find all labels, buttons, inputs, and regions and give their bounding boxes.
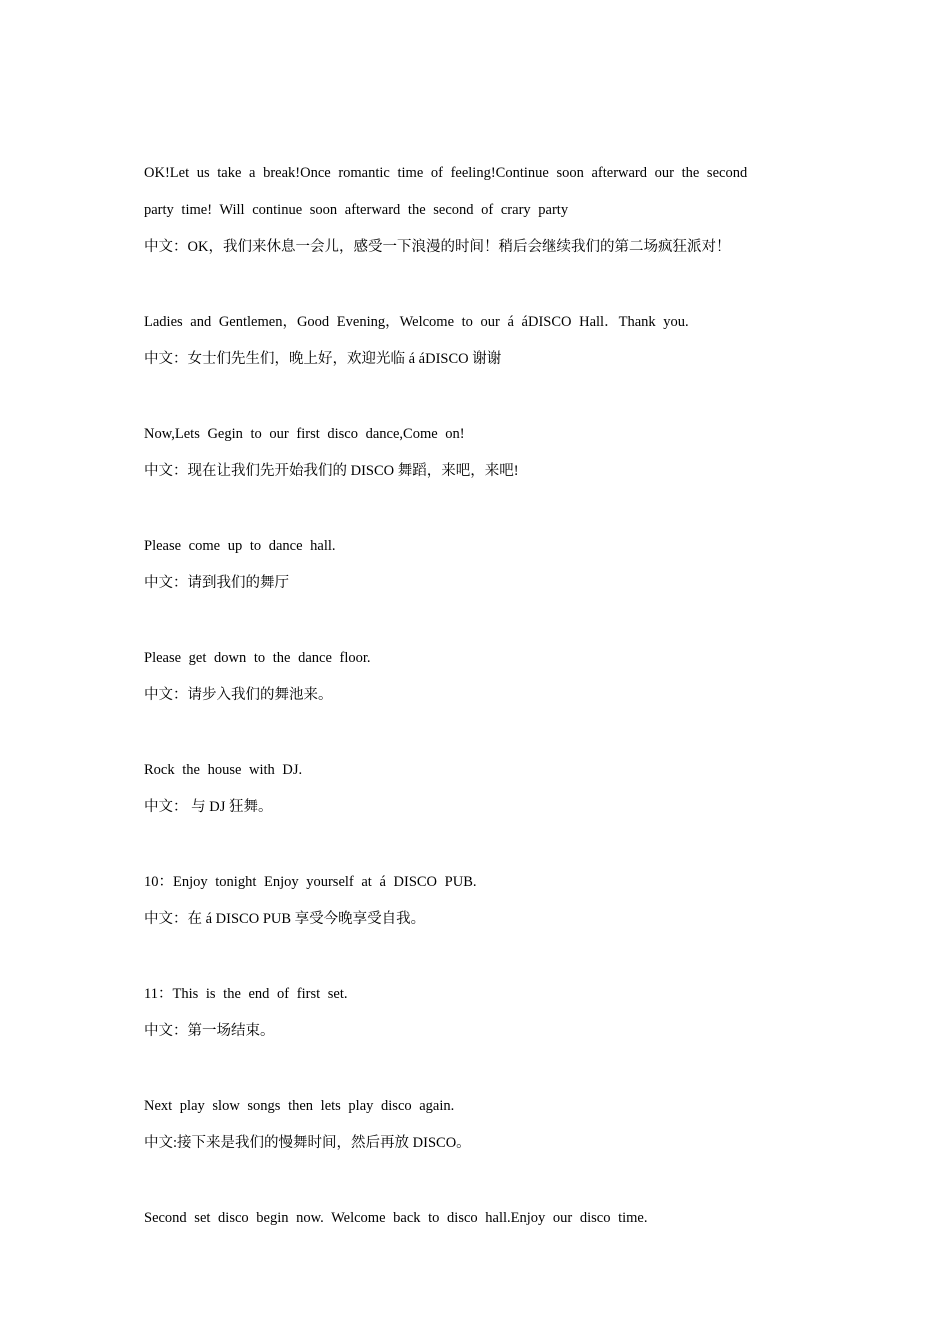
entry-10-english: Second set disco begin now. Welcome back to disco hall.Enjoy our disco time. <box>144 1210 648 1226</box>
entry-2-english: Ladies and Gentlemen，Good Evening，Welcome to our á áDISCO Hall．Thank you. <box>144 314 689 330</box>
entry-5-chinese: 中文：请步入我们的舞池来。 <box>144 687 333 703</box>
entry-7-chinese: 中文：在 á DISCO PUB 享受今晚享受自我。 <box>144 911 426 927</box>
entry-3-chinese: 中文：现在让我们先开始我们的 DISCO 舞蹈，来吧，来吧! <box>144 463 519 479</box>
entry-6-chinese: 中文： 与 DJ 狂舞。 <box>144 799 273 815</box>
entry-8-chinese: 中文：第一场结束。 <box>144 1023 275 1039</box>
entry-3-english: Now,Lets Gegin to our first disco dance,Come on! <box>144 426 465 442</box>
entry-1-english-line-2: party time! Will continue soon afterward the second of crary party <box>144 202 569 218</box>
entry-4-chinese: 中文：请到我们的舞厅 <box>144 575 289 591</box>
entry-7-english: 10：Enjoy tonight Enjoy yourself at á DISCO PUB. <box>144 874 477 890</box>
entry-5-english: Please get down to the dance floor. <box>144 650 371 666</box>
entry-1-chinese: 中文：OK，我们来休息一会儿，感受一下浪漫的时间！稍后会继续我们的第二场疯狂派对！ <box>144 239 731 255</box>
entry-6-english: Rock the house with DJ. <box>144 762 303 778</box>
entry-9-chinese: 中文:接下来是我们的慢舞时间，然后再放 DISCO。 <box>144 1135 471 1151</box>
entry-8-english: 11：This is the end of first set. <box>144 986 348 1002</box>
entry-1-english-line-1: OK!Let us take a break!Once romantic time of feeling!Continue soon afterward our the second <box>144 165 748 181</box>
entry-4-english: Please come up to dance hall. <box>144 538 336 554</box>
entry-2-chinese: 中文：女士们先生们，晚上好，欢迎光临 á áDISCO 谢谢 <box>144 351 502 367</box>
entry-9-english: Next play slow songs then lets play disco again. <box>144 1098 455 1114</box>
